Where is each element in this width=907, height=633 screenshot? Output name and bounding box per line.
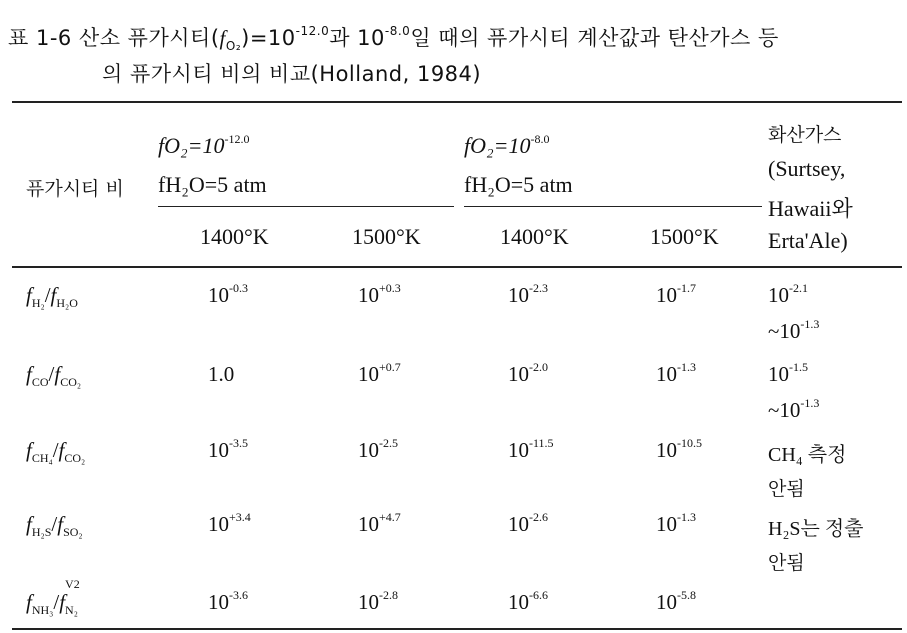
table-cell bbox=[508, 590, 548, 615]
header-volcanic-l2: (Surtsey, bbox=[768, 156, 846, 181]
table-cell bbox=[656, 362, 696, 387]
cell-exponent: -3.5 bbox=[229, 436, 248, 450]
cell-base: 10 bbox=[358, 590, 379, 614]
cell-exponent: -3.6 bbox=[229, 588, 248, 602]
cell-base: 10 bbox=[508, 512, 529, 536]
label-f-symbol: f bbox=[50, 283, 57, 307]
header-volcanic-l4: Erta'Ale) bbox=[768, 228, 848, 253]
table-header-rule bbox=[12, 266, 902, 268]
temp-col-4: 1500°K bbox=[650, 224, 719, 249]
header-volcanic-l1: 화산가스 bbox=[768, 124, 842, 146]
label-f-symbol: f bbox=[26, 283, 32, 307]
cell-exponent: +4.7 bbox=[379, 510, 401, 524]
table-cell bbox=[208, 438, 248, 463]
cell-exponent: -11.5 bbox=[529, 436, 554, 450]
cell-exponent: -5.8 bbox=[677, 588, 696, 602]
cell-base: 10 bbox=[508, 590, 529, 614]
caption-rest: 일 때의 퓨가시티 계산값과 탄산가스 등 bbox=[410, 26, 779, 50]
cell-exponent: -2.6 bbox=[529, 510, 548, 524]
volcanic-cell-line2 bbox=[768, 319, 819, 344]
temp-col-3: 1400°K bbox=[500, 224, 569, 249]
label-slash: / bbox=[52, 438, 59, 462]
table-cell bbox=[358, 438, 398, 463]
row-label bbox=[26, 362, 81, 390]
caption-mid: 과 10 bbox=[329, 26, 385, 50]
volcanic-cell-line1 bbox=[768, 362, 808, 387]
label-f-symbol: f bbox=[26, 438, 32, 462]
table-cell bbox=[208, 512, 251, 537]
caption-prefix: 표 1-6 산소 퓨가시티( bbox=[8, 26, 220, 50]
label-denominator-wrap bbox=[65, 577, 80, 618]
table-cell bbox=[208, 283, 248, 308]
caption-exponent-2: -8.0 bbox=[384, 24, 411, 38]
label-denominator: CO₂ bbox=[60, 375, 82, 390]
volcanic-base: CH₄ 측정 bbox=[768, 444, 847, 466]
cell-base: 10 bbox=[208, 283, 229, 307]
table-cell bbox=[208, 362, 234, 387]
group2-fo2-text: fO₂=10 bbox=[464, 133, 531, 158]
header-group1-fh2o: fH₂O=5 atm bbox=[158, 172, 267, 197]
label-f-symbol: f bbox=[26, 590, 32, 614]
volcanic-cell-line2 bbox=[768, 548, 805, 575]
table-cell bbox=[656, 283, 696, 308]
label-denominator: N₂ bbox=[65, 603, 78, 618]
volcanic-exponent: -2.1 bbox=[789, 281, 808, 295]
label-numerator: H₂S bbox=[31, 525, 52, 540]
label-numerator: H₂ bbox=[31, 296, 45, 311]
volcanic-cell-line1 bbox=[768, 283, 808, 308]
table-bottom-rule bbox=[12, 628, 902, 630]
row-label bbox=[26, 438, 85, 466]
cell-exponent: -1.3 bbox=[677, 360, 696, 374]
cell-exponent: -2.8 bbox=[379, 588, 398, 602]
table-cell bbox=[508, 512, 548, 537]
group1-fo2-text: fO₂=10 bbox=[158, 133, 225, 158]
table-cell bbox=[358, 512, 401, 537]
volcanic-base: 10 bbox=[768, 283, 789, 307]
header-row-label: 퓨가시티 비 bbox=[26, 178, 124, 200]
caption-equals: )=10 bbox=[241, 26, 296, 50]
group1-rule bbox=[158, 206, 454, 207]
label-slash: / bbox=[53, 590, 60, 614]
table-cell bbox=[208, 590, 248, 615]
cell-exponent: -0.3 bbox=[229, 281, 248, 295]
volcanic-base: ~10 bbox=[768, 398, 801, 422]
volcanic-cell-line2 bbox=[768, 398, 819, 423]
cell-base: 10 bbox=[358, 283, 379, 307]
cell-base: 10 bbox=[656, 590, 677, 614]
cell-exponent: -2.0 bbox=[529, 360, 548, 374]
volcanic-cell-line1 bbox=[768, 512, 864, 541]
caption-fo2-subscript: O₂ bbox=[225, 39, 242, 54]
volcanic-cell-line2 bbox=[768, 474, 805, 501]
label-f-symbol: f bbox=[57, 512, 64, 536]
cell-exponent: +3.4 bbox=[229, 510, 251, 524]
volcanic-cell-line1 bbox=[768, 438, 846, 467]
cell-exponent: +0.3 bbox=[379, 281, 401, 295]
table-cell bbox=[358, 283, 401, 308]
volcanic-base: 안됨 bbox=[768, 552, 805, 574]
label-numerator: CO bbox=[31, 375, 49, 390]
cell-base: 10 bbox=[656, 438, 677, 462]
cell-base: 10 bbox=[656, 362, 677, 386]
cell-base: 10 bbox=[208, 512, 229, 536]
volcanic-base: 10 bbox=[768, 362, 789, 386]
label-numerator: NH₃ bbox=[31, 603, 54, 618]
label-f-symbol: f bbox=[58, 438, 65, 462]
cell-exponent: -1.3 bbox=[677, 510, 696, 524]
table-top-rule bbox=[12, 101, 902, 103]
cell-base: 10 bbox=[358, 362, 379, 386]
table-cell bbox=[656, 590, 696, 615]
group2-fo2-exponent: -8.0 bbox=[530, 131, 550, 146]
label-f-symbol: f bbox=[59, 590, 66, 614]
table-cell bbox=[656, 438, 702, 463]
label-f-symbol: f bbox=[54, 362, 61, 386]
label-slash: / bbox=[51, 512, 58, 536]
cell-base: 10 bbox=[358, 512, 379, 536]
label-denominator: H₂O bbox=[56, 296, 78, 311]
cell-base: 10 bbox=[208, 438, 229, 462]
caption-exponent-1: -12.0 bbox=[295, 24, 330, 38]
label-denominator: CO₂ bbox=[64, 451, 86, 466]
header-group1-fo2 bbox=[158, 133, 250, 159]
table-cell bbox=[656, 512, 696, 537]
label-denominator: SO₂ bbox=[63, 525, 83, 540]
cell-exponent: +0.7 bbox=[379, 360, 401, 374]
temp-col-2: 1500°K bbox=[352, 224, 421, 249]
cell-exponent: -1.7 bbox=[677, 281, 696, 295]
cell-base: 10 bbox=[656, 283, 677, 307]
header-group2-fh2o: fH₂O=5 atm bbox=[464, 172, 573, 197]
cell-exponent: -10.5 bbox=[677, 436, 702, 450]
header-volcanic-l3: Hawaii와 bbox=[768, 196, 853, 221]
cell-exponent: -2.5 bbox=[379, 436, 398, 450]
cell-exponent: -6.6 bbox=[529, 588, 548, 602]
header-group2-fo2 bbox=[464, 133, 550, 159]
group1-fo2-exponent: -12.0 bbox=[224, 131, 250, 146]
table-cell bbox=[358, 362, 401, 387]
volcanic-base: H₂S는 정출 bbox=[768, 518, 864, 540]
temp-col-1: 1400°K bbox=[200, 224, 269, 249]
row-label bbox=[26, 512, 83, 540]
cell-base: 10 bbox=[208, 590, 229, 614]
cell-base: 10 bbox=[508, 438, 529, 462]
volcanic-exponent: -1.3 bbox=[800, 317, 820, 331]
table-cell bbox=[508, 283, 548, 308]
volcanic-base: ~10 bbox=[768, 319, 801, 343]
label-slash: / bbox=[44, 283, 51, 307]
label-slash: / bbox=[48, 362, 55, 386]
cell-base: 10 bbox=[656, 512, 677, 536]
row-label bbox=[26, 283, 78, 311]
label-f-symbol: f bbox=[26, 362, 32, 386]
cell-base: 10 bbox=[508, 283, 529, 307]
group2-rule bbox=[464, 206, 762, 207]
cell-base: 10 bbox=[358, 438, 379, 462]
volcanic-exponent: -1.5 bbox=[789, 360, 808, 374]
caption-fo2-symbol: f bbox=[219, 26, 226, 50]
table-cell bbox=[358, 590, 398, 615]
table-caption-line2: 의 퓨가시티 비의 비교(Holland, 1984) bbox=[102, 62, 482, 86]
cell-base: 10 bbox=[508, 362, 529, 386]
volcanic-base: 안됨 bbox=[768, 478, 805, 500]
label-numerator: CH₄ bbox=[31, 451, 53, 466]
label-f-symbol: f bbox=[26, 512, 32, 536]
table-caption-line1 bbox=[8, 22, 779, 53]
label-denominator-sup: V2 bbox=[65, 577, 80, 591]
table-cell bbox=[508, 362, 548, 387]
cell-exponent: -2.3 bbox=[529, 281, 548, 295]
cell-base: 1.0 bbox=[208, 362, 235, 386]
row-label bbox=[26, 577, 80, 618]
volcanic-exponent: -1.3 bbox=[800, 396, 820, 410]
table-cell bbox=[508, 438, 554, 463]
